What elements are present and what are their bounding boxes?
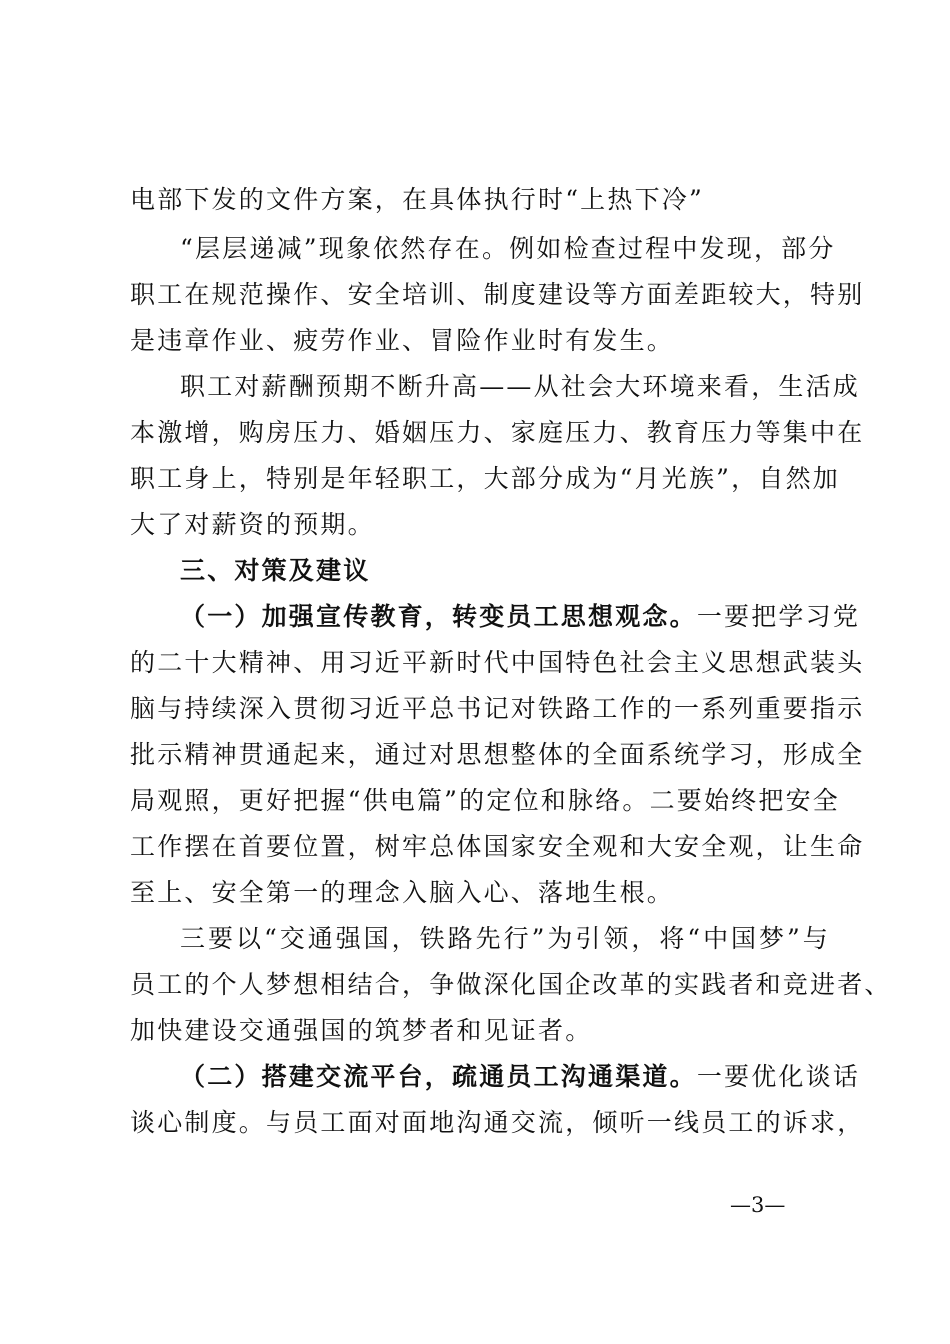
subheading-1-continuation: 一要把学习党 (696, 602, 861, 631)
text-line-12: 批示精神贯通起来，通过对思想整体的全面系统学习，形成全 (130, 740, 865, 769)
text-line-7: 职工身上，特别是年轻职工，大部分成为“月光族”，自然加 (130, 464, 840, 493)
subheading-2-continuation: 一要优化谈话 (696, 1062, 861, 1091)
text-line-10: 的二十大精神、用习近平新时代中国特色社会主义思想武装头 (130, 648, 865, 677)
subheading-2: （二）搭建交流平台，疏通员工沟通渠道。 (180, 1062, 697, 1091)
text-line-8: 大了对薪资的预期。 (130, 510, 375, 539)
text-line-15: 至上、安全第一的理念入脑入心、落地生根。 (130, 878, 675, 907)
text-line-14: 工作摆在首要位置，树牢总体国家安全观和大安全观，让生命 (130, 832, 865, 861)
section-heading: 三、对策及建议 (180, 556, 371, 585)
text-line-18: 加快建设交通强国的筑梦者和见证者。 (130, 1016, 593, 1045)
text-line-16: 三要以“交通强国，铁路先行”为引领，将“中国梦”与 (180, 924, 830, 953)
subheading-line (180, 595, 861, 639)
text-line-5: 职工对薪酬预期不断升高——从社会大环境来看，生活成 (180, 372, 861, 401)
text-line-20: 谈心制度。与员工面对面地沟通交流，倾听一线员工的诉求， (130, 1108, 865, 1137)
text-line-4: 是违章作业、疲劳作业、冒险作业时有发生。 (130, 326, 675, 355)
subheading-1: （一）加强宣传教育，转变员工思想观念。 (180, 602, 697, 631)
text-line-11: 脑与持续深入贯彻习近平总书记对铁路工作的一系列重要指示 (130, 694, 865, 723)
page-number: —3— (730, 1193, 786, 1217)
text-line-3: 职工在规范操作、安全培训、制度建设等方面差距较大，特别 (130, 280, 865, 309)
subheading-line-2 (180, 1055, 861, 1099)
text-line-1: 电部下发的文件方案，在具体执行时“上热下冷” (130, 185, 704, 214)
text-line-13: 局观照，更好把握“供电篇”的定位和脉络。二要始终把安全 (130, 786, 840, 815)
text-line-2: “层层递减”现象依然存在。例如检查过程中发现，部分 (180, 234, 836, 263)
text-line-6: 本激增，购房压力、婚姻压力、家庭压力、教育压力等集中在 (130, 418, 865, 447)
text-line-17: 员工的个人梦想相结合，争做深化国企改革的实践者和竞进者、 (130, 970, 892, 999)
